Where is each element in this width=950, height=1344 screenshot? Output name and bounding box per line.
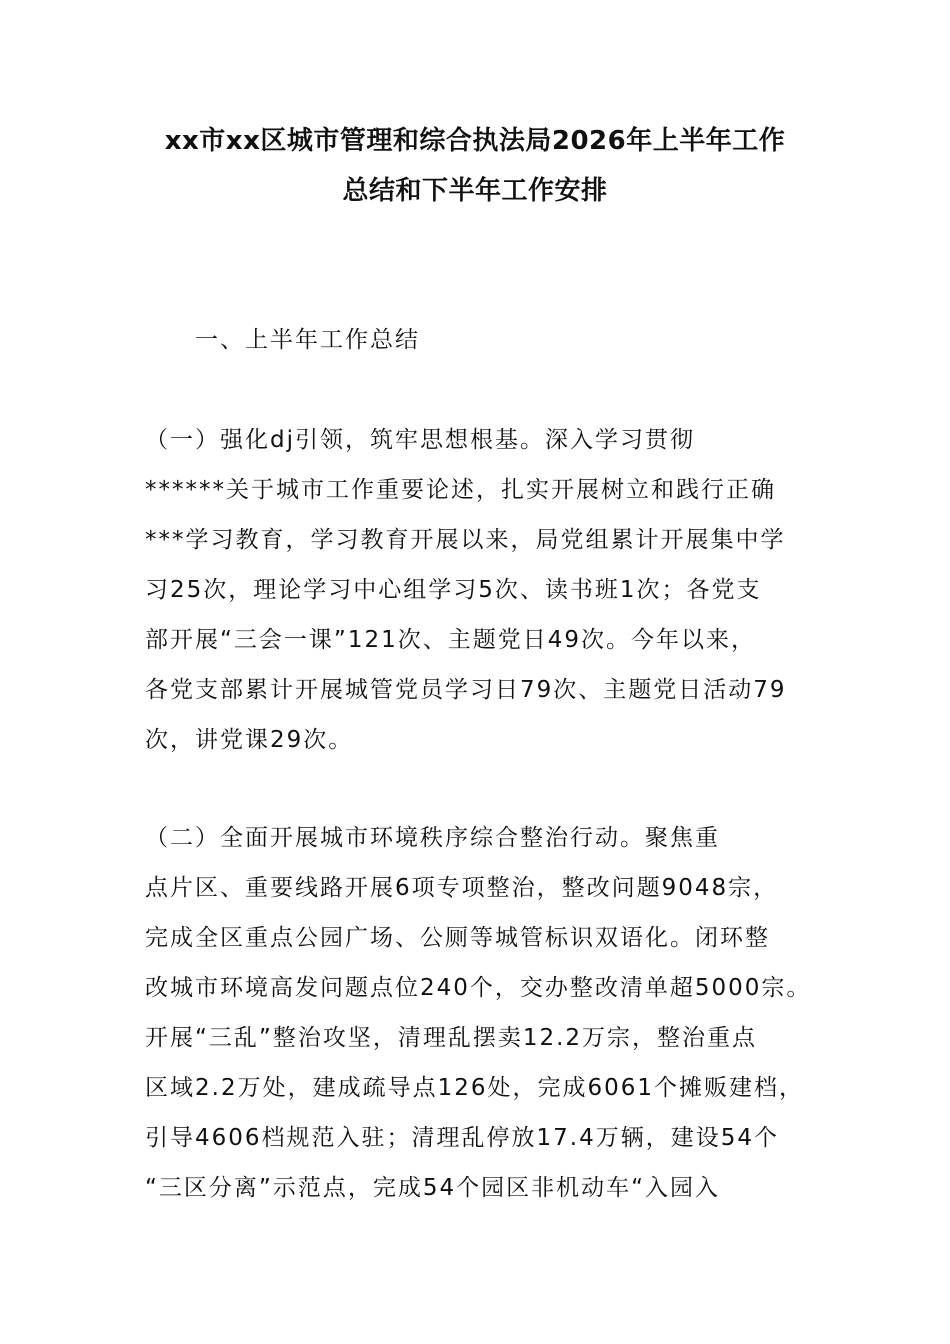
paragraph-2-line: 开展“三乱”整治攻坚，清理乱摆卖12.2万宗，整治重点: [145, 1025, 758, 1051]
paragraph-1-line: ***学习教育，学习教育开展以来，局党组累计开展集中学: [145, 527, 786, 553]
paragraph-1-line: 部开展“三会一课”121次、主题党日49次。今年以来，: [145, 627, 756, 653]
paragraph-2-line: 引导4606档规范入驻；清理乱停放17.4万辆，建设54个: [145, 1125, 780, 1151]
paragraph-2-line: “三区分离”示范点，完成54个园区非机动车“入园入: [145, 1175, 721, 1201]
paragraph-1-line: 次，讲党课29次。: [145, 727, 354, 753]
paragraph-2-line: 点片区、重要线路开展6项专项整治，整改问题9048宗，: [145, 875, 779, 901]
paragraph-1-line: ******关于城市工作重要论述，扎实开展树立和践行正确: [145, 477, 776, 503]
paragraph-2-line: 改城市环境高发问题点位240个，交办整改清单超5000宗。: [145, 975, 812, 1001]
paragraph-2-line: （二）全面开展城市环境秩序综合整治行动。聚焦重: [145, 825, 720, 851]
paragraph-1: [145, 415, 825, 765]
paragraph-2-line: 区域2.2万处，建成疏导点126处，完成6061个摊贩建档，: [145, 1075, 805, 1101]
document-title-line-2: 总结和下半年工作安排: [342, 176, 608, 206]
paragraph-1-line: 习25次，理论学习中心组学习5次、读书班1次；各党支: [145, 577, 762, 603]
section-heading: 一、上半年工作总结: [195, 327, 420, 353]
paragraph-2-line: 完成全区重点公园广场、公厕等城管标识双语化。闭环整: [145, 925, 770, 951]
document-title-line-1: xx市xx区城市管理和综合执法局2026年上半年工作: [164, 126, 786, 156]
paragraph-1-line: （一）强化dj引领，筑牢思想根基。深入学习贯彻: [145, 427, 695, 453]
paragraph-1-line: 各党支部累计开展城管党员学习日79次、主题党日活动79: [145, 677, 787, 703]
paragraph-2: [145, 813, 825, 1213]
